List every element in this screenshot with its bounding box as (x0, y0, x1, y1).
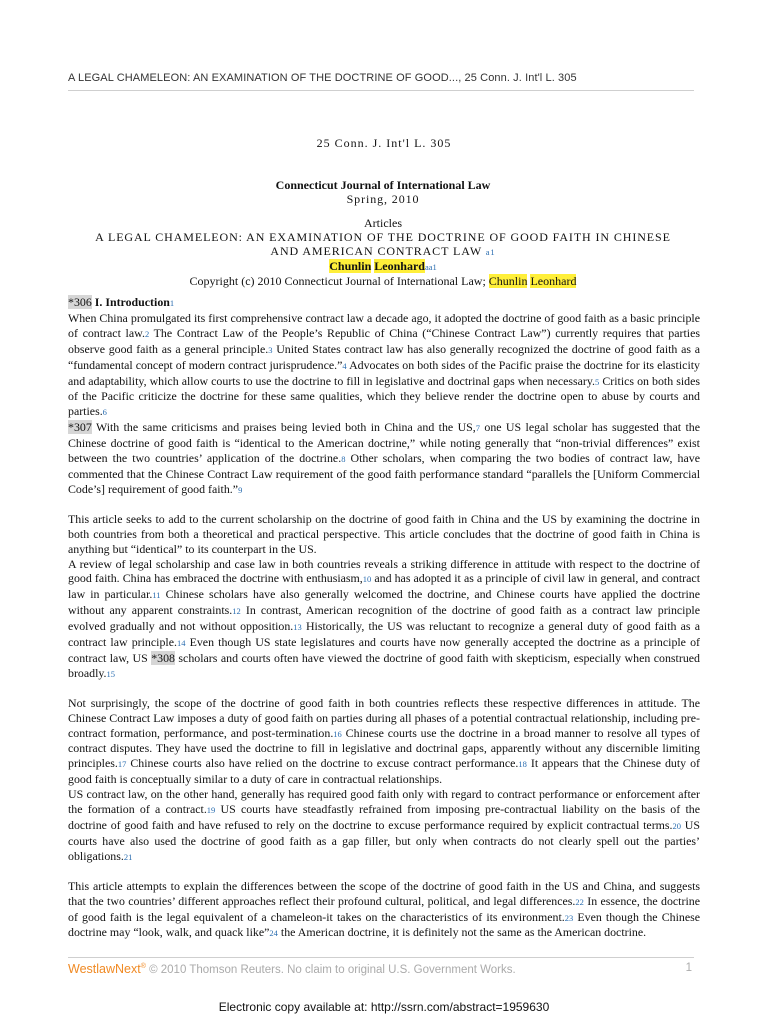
title-line-2: AND AMERICAN CONTRACT LAW (270, 244, 482, 258)
footnote-link-7[interactable]: 7 (475, 423, 480, 434)
footnote-link-23[interactable]: 23 (564, 912, 574, 923)
copyright-author-first: Chunlin (488, 274, 528, 288)
footnote-link-22[interactable]: 22 (575, 896, 584, 907)
footnote-link-19[interactable]: 19 (206, 805, 216, 816)
page-mark-307: *307 (68, 420, 92, 435)
text-run: Chinese courts use the doctrine in a broad manner to resolve all types of contract disputes. They have used the doctrine to fill in legislative and doctrinal gaps, apparently without any discernible limiting principles. (68, 725, 700, 771)
footnote-link-21[interactable]: 21 (123, 851, 133, 862)
text-run: Even though US state legislatures and courts have now generally accepted the doctrine as a principle of contract law, US (68, 635, 700, 665)
author-last-name: Leonhard (374, 259, 425, 273)
footnote-link-9[interactable]: 9 (238, 484, 243, 495)
title-line-1: A LEGAL CHAMELEON: AN EXAMINATION OF THE DOCTRINE OF GOOD FAITH IN CHINESE (95, 230, 671, 244)
article-header (68, 178, 698, 288)
footnote-link-3[interactable]: 3 (268, 344, 273, 355)
footnote-link-17[interactable]: 17 (117, 759, 127, 770)
footnote-link-11[interactable]: 11 (152, 590, 161, 601)
text-run: the American doctrine, it is definitely not the same as the American doctrine. (277, 925, 647, 940)
footnote-link-5[interactable]: 5 (595, 376, 600, 387)
copyright-prefix: Copyright (c) 2010 Connecticut Journal of International Law; (189, 274, 486, 288)
brand-part-a: Westlaw (68, 962, 116, 976)
intro-paragraph-3: This article seeks to add to the current scholarship on the doctrine of good faith in China and the US by examining the doctrine in both countries from both a theoretical and practical perspective. This article concludes that the doctrine of good faith in China is anything but “identical” to its counterpart in the US. (68, 511, 700, 556)
text-run: Other scholars, when comparing the two bodies of contract law, have commented that the Chinese Contract Law requirement of the good faith performance standard “parallels the [Uniform Commercial Code’s] requirement of good faith.” (68, 451, 701, 496)
intro-paragraph-1 (68, 295, 700, 420)
season: Spring, 2010 (346, 192, 420, 206)
page-mark-306: *306 (68, 295, 92, 309)
footnote-link-24[interactable]: 24 (269, 928, 278, 939)
footer-copyright: © 2010 Thomson Reuters. No claim to original U.S. Government Works. (149, 964, 516, 976)
footnote-link-15[interactable]: 15 (106, 668, 116, 679)
text-run: Historically, the US was reluctant to recognize a general duty of good faith as a contract law principle. (68, 619, 700, 650)
page-footer (68, 962, 696, 976)
copyright-author-last: Leonhard (530, 274, 577, 288)
text-run: US contract law, on the other hand, generally has required good faith only with regard to contract performance or enforcement after the formation of a contract. (68, 787, 700, 817)
text-run: Chinese courts also have relied on the doctrine to excuse contract performance. (126, 756, 519, 771)
title-footnote-link[interactable]: a1 (485, 247, 496, 257)
brand-part-b: Next (115, 962, 141, 976)
intro-paragraph-2 (68, 420, 700, 498)
text-run: It appears that the Chinese duty of good faith is conceptually similar to a duty of care in contractual relationships. (68, 756, 700, 787)
footnote-link-14[interactable]: 14 (176, 638, 186, 649)
ssrn-notice: Electronic copy available at: http://ssrn.com/abstract=1959630 (218, 1000, 550, 1014)
article-title (68, 230, 698, 259)
text-run: A review of legal scholarship and case law in both countries reveals a striking difference in attitude with respect to the doctrine of good faith. China has embraced the doctrine with enthusiasm, (68, 556, 700, 586)
text-run: This article attempts to explain the differences between the scope of the doctrine of good faith in the US and China, and suggests that the two countries’ different approaches reflect their profound cultural, political, and legal differences. (68, 878, 700, 908)
westlawnext-logo (68, 962, 146, 976)
brand-mark: ® (140, 962, 146, 970)
intro-paragraph-5 (68, 696, 700, 787)
footnote-link-6[interactable]: 6 (102, 407, 107, 418)
text-run: Advocates on both sides of the Pacific praise the doctrine for its elasticity and adaptability, which allow courts to use the doctrine to fill in legislative and doctrinal gaps when necessary. (68, 357, 700, 388)
footnote-link-2[interactable]: 2 (144, 328, 150, 339)
intro-heading: I. Introduction (94, 295, 170, 309)
author-line (68, 259, 698, 274)
copyright-line (68, 274, 698, 288)
footnote-link-8[interactable]: 8 (341, 454, 346, 465)
running-head: A LEGAL CHAMELEON: AN EXAMINATION OF THE DOCTRINE OF GOOD..., 25 Conn. J. Int'l L. 305 (68, 72, 577, 84)
text-run: In essence, the doctrine of good faith is the legal equivalent of a chameleon-it takes on the characteristics of its environment. (68, 893, 700, 924)
text-run: United States contract law has also generally recognized the doctrine of good faith as a “fundamental concept of modern contract jurisprudence.” (68, 341, 700, 372)
text-run: US courts have steadfastly refrained from imposing pre-contractual liability on the basis of the doctrine of good faith and have refused to rely on the doctrine to excuse performance required by explicit contractual terms. (68, 802, 700, 832)
text-run: With the same criticisms and praises being levied both in China and the US, (91, 420, 476, 435)
footnote-link-13[interactable]: 13 (293, 622, 302, 633)
text-run: Even though the Chinese doctrine may “look, walk, and quack like” (68, 909, 701, 940)
bottom-rule (68, 957, 694, 958)
text-run: US courts have also used the doctrine of good faith as a gap filler, but only when contracts do not clearly spell out the parties’ obligations. (68, 818, 700, 863)
footnote-link-16[interactable]: 16 (333, 728, 342, 739)
text-run: and has adopted it as a principle of civil law in general, and contract law in particular. (68, 571, 700, 602)
author-first-name: Chunlin (329, 259, 372, 273)
text-run: The Contract Law of the People’s Republic of China (“Chinese Contract Law”) currently requires that parties observe good faith as a general principle. (68, 325, 700, 356)
footnote-link-18[interactable]: 18 (518, 759, 527, 770)
footnote-link-20[interactable]: 20 (672, 821, 682, 831)
author-footnote-link[interactable]: aa1 (424, 262, 437, 272)
text-run: one US legal scholar has suggested that the Chinese doctrine of good faith is “identical to the American doctrine,” while noting generally that “non-trivial differences” exist between the two countries’ application of the doctrine. (68, 420, 700, 466)
top-rule (68, 90, 694, 91)
footnote-link-12[interactable]: 12 (232, 606, 241, 617)
text-run: scholars and courts often have viewed the doctrine of good faith with skepticism, especially when construed broadly. (68, 650, 700, 680)
section-label: Articles (364, 216, 402, 230)
intro-paragraph-6 (68, 787, 700, 865)
text-run: Chinese scholars have also generally welcomed the doctrine, and Chinese courts have applied the doctrine without any apparent constraints. (68, 587, 701, 618)
footnote-link-4[interactable]: 4 (342, 360, 347, 371)
intro-paragraph-4 (68, 557, 700, 682)
page-number: 1 (685, 962, 692, 974)
text-run: In contrast, American recognition of the doctrine of good faith as a contract law principle evolved gradually and not without opposition. (68, 603, 701, 634)
page-mark-308: *308 (151, 650, 175, 665)
journal-name: Connecticut Journal of International Law (275, 178, 491, 192)
footnote-link-1[interactable]: 1 (169, 298, 175, 308)
footnote-link-10[interactable]: 10 (362, 574, 372, 585)
article-body (68, 295, 700, 941)
intro-paragraph-7 (68, 879, 700, 942)
text-run: Not surprisingly, the scope of the doctrine of good faith in both countries reflects these respective differences in attitude. The Chinese Contract Law imposes a duty of good faith on parties during all phases of a potential contractual relationship, including pre-contract formation, performance, and post-termination. (68, 695, 700, 740)
text-run: Critics on both sides of the Pacific criticize the doctrine for these same qualities, which they believe render the doctrine open to abuse by courts and parties. (68, 373, 700, 419)
citation: 25 Conn. J. Int'l L. 305 (316, 136, 452, 150)
text-run: When China promulgated its first comprehensive contract law a decade ago, it adopted the doctrine of good faith as a basic principle of contract law. (68, 310, 700, 340)
